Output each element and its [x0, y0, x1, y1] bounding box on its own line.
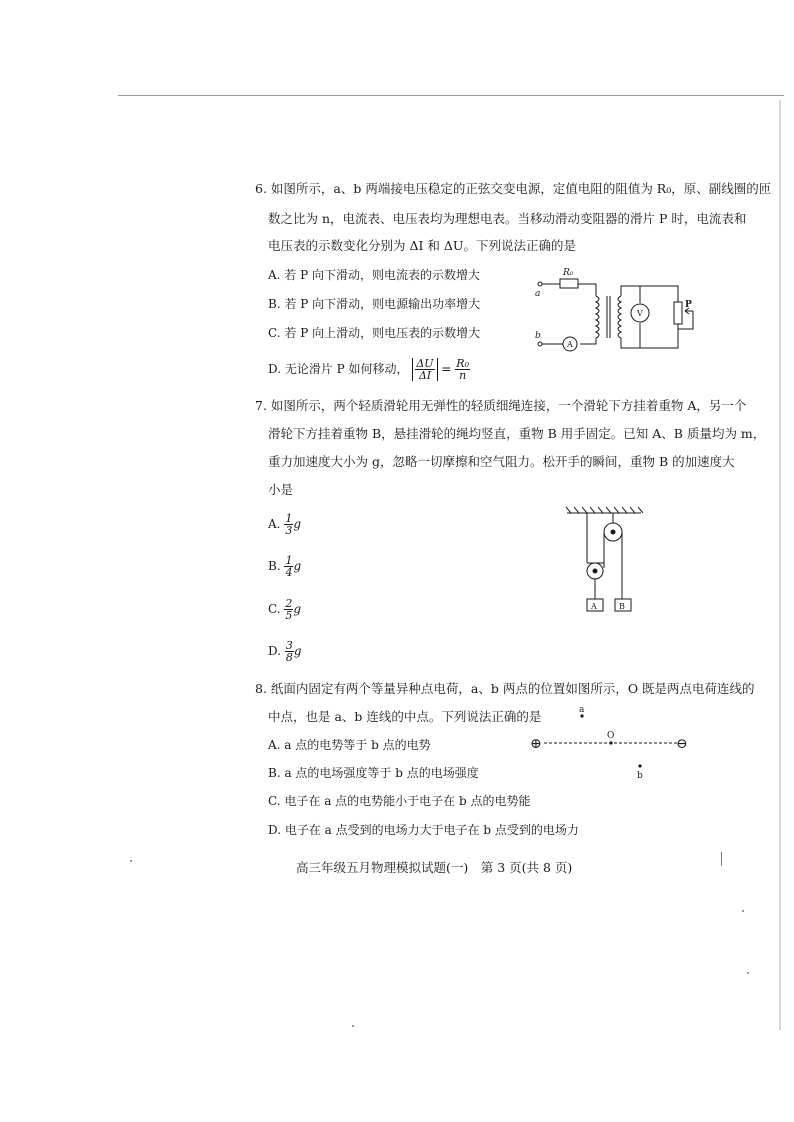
q7-option-a-den: 3 [285, 524, 293, 537]
q7-pulley-figure [565, 505, 645, 617]
q6-option-d-rnum: R₀ [456, 357, 469, 370]
q7-option-d-den: 8 [285, 651, 293, 664]
q7-stem-line2: 滑轮下方挂着重物 B，悬挂滑轮的绳均竖直，重物 B 用手固定。已知 A、B 质量均为 m， [268, 426, 766, 441]
q7-stem-line1: 7. 如图所示，两个轻质滑轮用无弹性的轻质细绳连接，一个滑轮下方挂着重物 A，另一个 [255, 398, 747, 413]
terminal-a [538, 282, 542, 286]
scan-speck [747, 972, 749, 974]
q6-option-d-abs [412, 358, 437, 381]
q7-option-d [268, 640, 302, 663]
rheostat [674, 302, 682, 324]
q6-option-c: C. 若 P 向上滑动，则电压表的示数增大 [268, 326, 481, 340]
scan-speck [721, 852, 722, 866]
q6-option-d-num: ΔU [416, 357, 434, 370]
q6-option-d-rden: n [459, 369, 467, 382]
q7-option-a [268, 513, 301, 536]
q6-option-d-text: D. 无论滑片 P 如何移动， [268, 362, 409, 376]
q8-option-d: D. 电子在 a 点受到的电场力大于电子在 b 点受到的电场力 [268, 823, 579, 837]
q8-option-b: B. a 点的电场强度等于 b 点的电场强度 [268, 766, 479, 780]
label-b: b [637, 771, 643, 781]
q6-option-d [268, 358, 470, 381]
terminal-b [538, 342, 542, 346]
q7-option-d-label: D. [268, 644, 282, 658]
q7-option-d-unit: g [293, 644, 302, 658]
q6-option-b: B. 若 P 向下滑动，则电源输出功率增大 [268, 297, 481, 311]
scan-speck [742, 910, 744, 912]
q7-option-c-den: 5 [285, 609, 293, 622]
q8-option-c: C. 电子在 a 点的电势能小于电子在 b 点的电势能 [268, 794, 531, 808]
label-block-b: B [619, 602, 625, 611]
scan-speck [352, 1025, 354, 1027]
scan-edge-top [118, 95, 784, 96]
label-ammeter: A [567, 340, 573, 349]
q6-option-d-den: ΔI [418, 369, 432, 382]
label-a: a [579, 705, 585, 715]
q7-option-b-den: 4 [285, 566, 293, 579]
label-b: b [535, 331, 541, 341]
q7-option-b-num: 1 [285, 554, 293, 567]
positive-charge-icon: ⊕ [530, 736, 542, 752]
q8-stem-line2: 中点，也是 a、b 连线的中点。下列说法正确的是 [268, 709, 542, 724]
transformer-core [607, 296, 610, 338]
q7-option-b-label: B. [268, 559, 281, 573]
ceiling-hatch [566, 507, 643, 513]
q6-circuit-figure [530, 262, 715, 357]
label-p: P [685, 300, 692, 310]
q7-option-c-unit: g [293, 602, 302, 616]
scan-edge-right [779, 100, 781, 1030]
point-b [638, 764, 641, 767]
q8-charges-figure [528, 703, 698, 783]
q7-option-b [268, 555, 301, 578]
label-o: O [607, 731, 615, 741]
q6-stem-line1: 6. 如图所示，a、b 两端接电压稳定的正弦交变电源，定值电阻的阻值为 R₀，原、副线圈的匝 [255, 181, 772, 196]
label-block-a: A [591, 602, 597, 611]
q7-stem-line3: 重力加速度大小为 g，忽略一切摩擦和空气阻力。松开手的瞬间，重物 B 的加速度大 [268, 454, 735, 469]
label-voltmeter: V [637, 309, 643, 318]
q7-option-d-num: 3 [285, 639, 293, 652]
q7-option-c [268, 598, 301, 621]
q7-option-a-num: 1 [285, 512, 293, 525]
q7-option-a-label: A. [268, 517, 281, 531]
q6-option-d-eq: = [441, 362, 452, 376]
label-r0: R₀ [563, 268, 574, 278]
q7-option-c-num: 2 [285, 597, 293, 610]
q7-option-b-unit: g [293, 559, 302, 573]
secondary-coil [618, 296, 621, 338]
point-o [609, 741, 612, 744]
label-a: a [535, 289, 541, 299]
q8-stem-line1: 8. 纸面内固定有两个等量异种点电荷，a、b 两点的位置如图所示，O 既是两点电荷连线的 [255, 681, 755, 696]
page-footer: 高三年级五月物理模拟试题(一) 第 3 页(共 8 页) [296, 860, 573, 875]
q6-option-a: A. 若 P 向下滑动，则电流表的示数增大 [268, 268, 480, 282]
q7-option-c-label: C. [268, 602, 281, 616]
q6-stem-line3: 电压表的示数变化分别为 ΔI 和 ΔU。下列说法正确的是 [268, 238, 576, 253]
q6-stem-line2: 数之比为 n，电流表、电压表均为理想电表。当移动滑动变阻器的滑片 P 时，电流表和 [268, 211, 747, 226]
q8-option-a: A. a 点的电势等于 b 点的电势 [268, 738, 431, 752]
q7-option-a-unit: g [293, 517, 301, 531]
resistor-r0 [560, 279, 578, 288]
scan-speck [130, 860, 132, 862]
q7-stem-line4: 小是 [268, 482, 294, 497]
negative-charge-icon: ⊖ [676, 736, 688, 752]
primary-coil [596, 296, 599, 338]
